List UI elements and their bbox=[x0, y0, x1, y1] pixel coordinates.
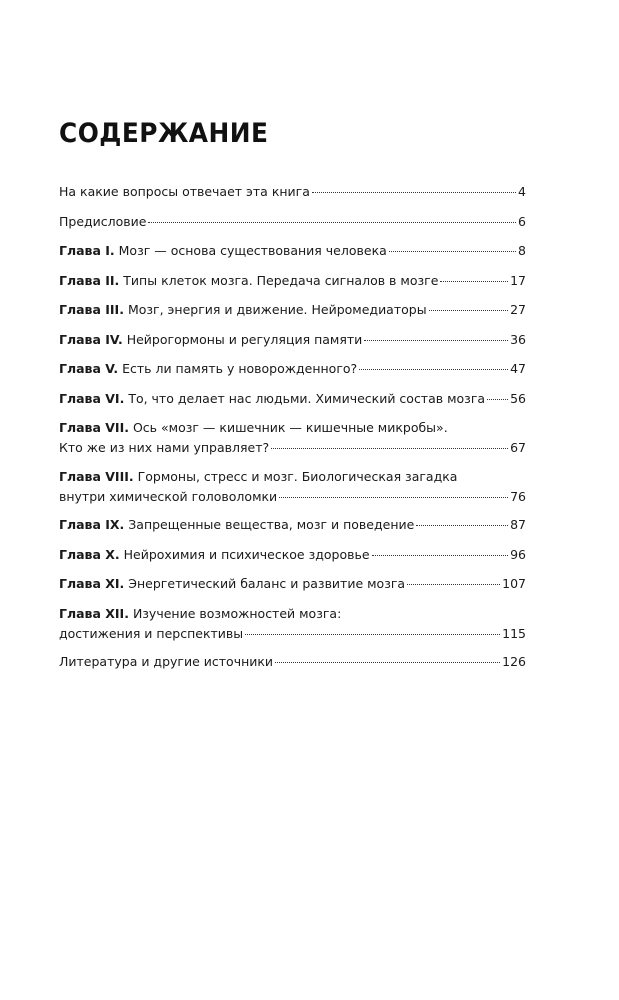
toc-line bbox=[59, 300, 526, 320]
chapter-number: Глава IX. bbox=[59, 517, 125, 532]
chapter-number: Глава IV. bbox=[59, 331, 123, 347]
entry-title: На какие вопросы отвечает эта книга bbox=[59, 184, 310, 199]
page-number: 67 bbox=[510, 440, 526, 455]
entry-title: Литература и другие источники bbox=[59, 654, 274, 669]
page-number: 96 bbox=[510, 546, 526, 562]
page-number: 47 bbox=[510, 361, 526, 376]
page-number: 36 bbox=[510, 331, 526, 347]
toc-entry[interactable] bbox=[59, 300, 526, 320]
dot-leader bbox=[275, 662, 500, 663]
page-number: 87 bbox=[510, 517, 526, 532]
toc-line bbox=[59, 515, 526, 535]
chapter-number: Глава I. bbox=[59, 243, 115, 258]
entry-title: Изучение возможностей мозга: bbox=[132, 605, 342, 621]
entry-title: Запрещенные вещества, мозг и поведение bbox=[128, 517, 415, 532]
page-number: 17 bbox=[510, 272, 526, 288]
toc-line bbox=[59, 330, 526, 350]
page-number: 76 bbox=[510, 488, 526, 504]
table-of-contents bbox=[59, 182, 526, 682]
chapter-number: Глава VI. bbox=[59, 390, 125, 406]
toc-line bbox=[59, 271, 526, 291]
entry-title: Есть ли память у новорожденного? bbox=[122, 361, 358, 376]
toc-entry[interactable] bbox=[59, 389, 526, 409]
toc-entry[interactable] bbox=[59, 604, 526, 644]
toc-line bbox=[59, 212, 526, 232]
entry-title: Мозг — основа существования человека bbox=[118, 243, 387, 258]
chapter-number: Глава V. bbox=[59, 361, 119, 376]
dot-leader bbox=[279, 497, 508, 498]
toc-entry[interactable] bbox=[59, 418, 526, 458]
chapter-number: Глава VIII. bbox=[59, 468, 134, 484]
dot-leader bbox=[389, 251, 516, 252]
toc-entry[interactable] bbox=[59, 241, 526, 261]
toc-entry[interactable] bbox=[59, 271, 526, 291]
entry-title: Энергетический баланс и развитие мозга bbox=[128, 576, 406, 591]
toc-line bbox=[59, 418, 526, 438]
entry-title: достижения и перспективы bbox=[59, 625, 244, 641]
chapter-number: Глава VII. bbox=[59, 420, 129, 435]
entry-title: Гормоны, стресс и мозг. Биологическая загадка bbox=[137, 468, 458, 484]
toc-line bbox=[59, 624, 526, 644]
dot-leader bbox=[271, 448, 508, 449]
dot-leader bbox=[245, 634, 500, 635]
dot-leader bbox=[372, 555, 509, 556]
entry-title: Нейрохимия и психическое здоровье bbox=[123, 546, 370, 562]
page-number: 27 bbox=[510, 302, 526, 317]
page-number: 107 bbox=[502, 576, 526, 591]
toc-entry[interactable] bbox=[59, 545, 526, 565]
dot-leader bbox=[429, 310, 509, 311]
chapter-number: Глава XI. bbox=[59, 576, 125, 591]
toc-line bbox=[59, 574, 526, 594]
entry-title: внутри химической головоломки bbox=[59, 488, 278, 504]
toc-line bbox=[59, 182, 526, 202]
toc-line bbox=[59, 241, 526, 261]
toc-line bbox=[59, 487, 526, 507]
page-title: СОДЕРЖАНИЕ bbox=[59, 118, 269, 149]
chapter-number: Глава III. bbox=[59, 302, 124, 317]
entry-title: Ось «мозг — кишечник — кишечные микробы». bbox=[132, 420, 448, 435]
dot-leader bbox=[407, 584, 500, 585]
dot-leader bbox=[364, 340, 508, 341]
page-number: 8 bbox=[518, 243, 526, 258]
toc-entry[interactable] bbox=[59, 212, 526, 232]
dot-leader bbox=[487, 399, 508, 400]
toc-entry[interactable] bbox=[59, 574, 526, 594]
toc-line bbox=[59, 545, 526, 565]
page-number: 126 bbox=[502, 654, 526, 669]
chapter-number: Глава II. bbox=[59, 272, 120, 288]
toc-entry[interactable] bbox=[59, 652, 526, 672]
chapter-number: Глава XII. bbox=[59, 605, 129, 621]
toc-entry[interactable] bbox=[59, 359, 526, 379]
toc-entry[interactable] bbox=[59, 467, 526, 507]
toc-line bbox=[59, 359, 526, 379]
toc-entry[interactable] bbox=[59, 182, 526, 202]
chapter-number: Глава X. bbox=[59, 546, 120, 562]
toc-line bbox=[59, 467, 526, 487]
toc-line bbox=[59, 438, 526, 458]
toc-entry[interactable] bbox=[59, 330, 526, 350]
dot-leader bbox=[359, 369, 508, 370]
entry-title: Нейрогормоны и регуляция памяти bbox=[126, 331, 363, 347]
toc-entry[interactable] bbox=[59, 515, 526, 535]
toc-line bbox=[59, 604, 526, 624]
dot-leader bbox=[440, 281, 508, 282]
page-number: 115 bbox=[502, 625, 526, 641]
entry-title: То, что делает нас людьми. Химический состав мозга bbox=[128, 390, 486, 406]
dot-leader bbox=[416, 525, 508, 526]
dot-leader bbox=[312, 192, 516, 193]
page-number: 56 bbox=[510, 390, 526, 406]
toc-line bbox=[59, 652, 526, 672]
entry-title: Мозг, энергия и движение. Нейромедиаторы bbox=[127, 302, 427, 317]
dot-leader bbox=[148, 222, 516, 223]
entry-title: Типы клеток мозга. Передача сигналов в мозге bbox=[123, 272, 439, 288]
page-number: 6 bbox=[518, 213, 526, 229]
page-number: 4 bbox=[518, 184, 526, 199]
toc-line bbox=[59, 389, 526, 409]
entry-title: Кто же из них нами управляет? bbox=[59, 440, 270, 455]
entry-title: Предисловие bbox=[59, 213, 147, 229]
